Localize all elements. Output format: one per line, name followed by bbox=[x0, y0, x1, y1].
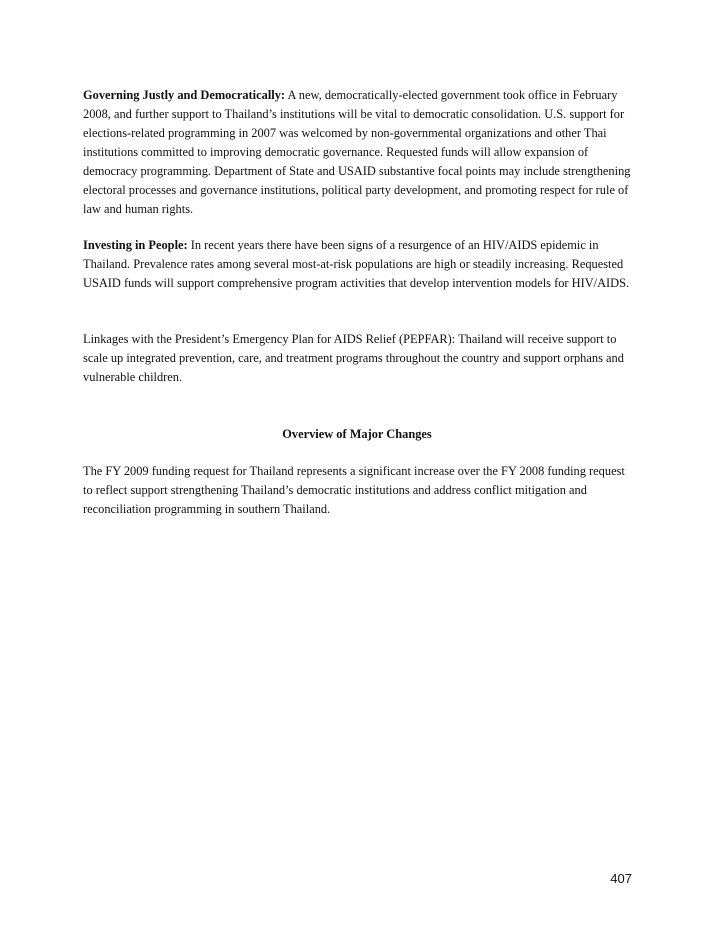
investing-in-people-lead: Investing in People: bbox=[83, 238, 188, 252]
investing-in-people-paragraph bbox=[83, 236, 635, 293]
overview-paragraph: The FY 2009 funding request for Thailand represents a significant increase over the FY 2008 funding request to reflect support strengthening Thailand’s democratic institutions and address conflict mitigation and reconciliation programming in southern Thailand. bbox=[83, 464, 625, 516]
governing-justly-paragraph bbox=[83, 86, 635, 219]
overview-section bbox=[83, 462, 635, 519]
page-number: 407 bbox=[610, 871, 632, 886]
investing-in-people-body: In recent years there have been signs of a resurgence of an HIV/AIDS epidemic in Thailand. Prevalence rates among several most-at-risk populations are high or steadily increasing. Requested USAID funds will support comprehensive program activities that develop intervention models for HIV/AIDS. bbox=[83, 238, 630, 290]
pepfar-paragraph: Linkages with the President’s Emergency Plan for AIDS Relief (PEPFAR): Thailand will receive support to scale up integrated prevention, care, and treatment programs throughout the country and support orphans and vulnerable children. bbox=[83, 332, 624, 384]
investing-in-people-section bbox=[83, 236, 635, 293]
overview-heading: Overview of Major Changes bbox=[282, 427, 432, 441]
governing-justly-body: A new, democratically-elected government took office in February 2008, and further support to Thailand’s institutions will be vital to democratic consolidation. U.S. support for elections-related programming in 2007 was welcomed by non-governmental organizations and other Thai institutions committed to improving democratic governance. Requested funds will allow expansion of democracy programming. Department of State and USAID substantive focal points may include strengthening electoral processes and governance institutions, political party development, and promoting respect for rule of law and human rights. bbox=[83, 88, 631, 216]
pepfar-section bbox=[83, 330, 635, 387]
governing-justly-section bbox=[83, 86, 635, 219]
governing-justly-lead: Governing Justly and Democratically: bbox=[83, 88, 286, 102]
